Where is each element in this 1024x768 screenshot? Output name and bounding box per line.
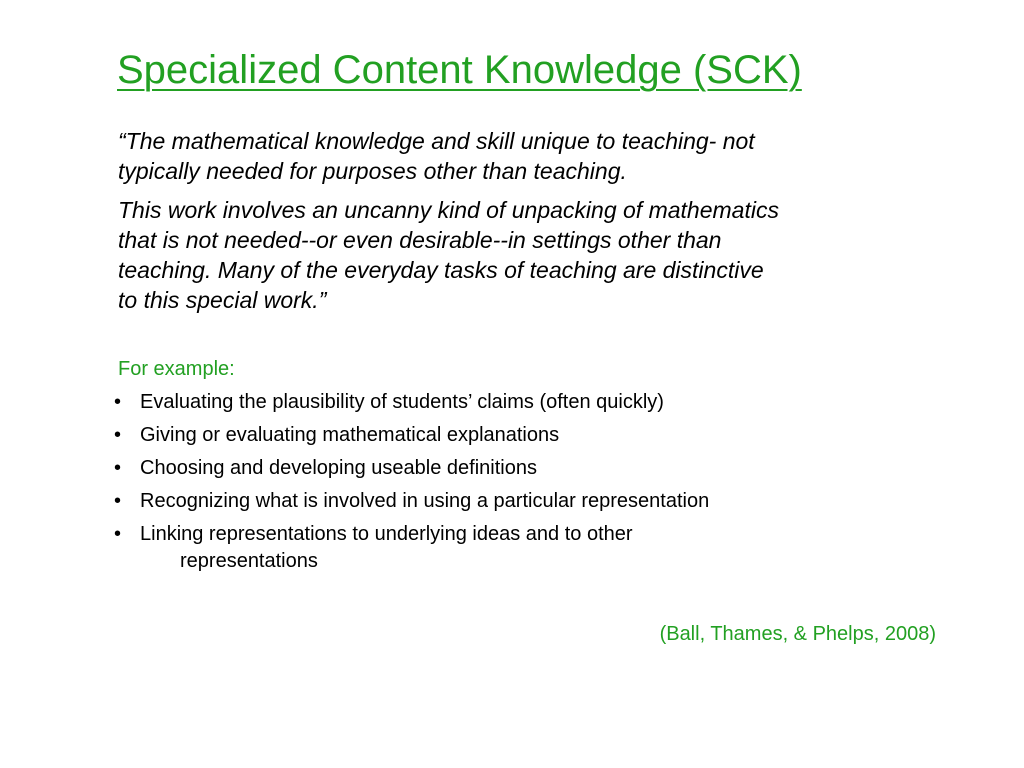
list-item-text: Giving or evaluating mathematical explanations (140, 424, 560, 446)
list-item (114, 488, 954, 515)
list-item-text: Choosing and developing useable definitions (140, 457, 537, 479)
example-list (114, 389, 954, 581)
list-item-text: Linking representations to underlying ideas and to other (140, 523, 633, 545)
quote-line: to this special work.” (118, 287, 327, 313)
list-item (114, 422, 954, 449)
bullet: • (114, 457, 122, 479)
list-item (114, 521, 954, 575)
bullet: • (114, 391, 122, 413)
bullet: • (114, 490, 122, 512)
list-item (114, 455, 954, 482)
quote-line: This work involves an uncanny kind of unpacking of mathematics (118, 197, 779, 223)
quote-line: typically needed for purposes other than teaching. (118, 158, 627, 184)
citation: (Ball, Thames, & Phelps, 2008) (659, 623, 936, 645)
slide-title: Specialized Content Knowledge (SCK) (117, 48, 802, 92)
list-item-text: Recognizing what is involved in using a particular representation (140, 490, 710, 512)
quote-paragraph-1 (118, 126, 948, 186)
quote-paragraph-2 (118, 195, 948, 315)
quote-line: teaching. Many of the everyday tasks of teaching are distinctive (118, 257, 764, 283)
list-item (114, 389, 954, 416)
quote-line: “The mathematical knowledge and skill unique to teaching- not (118, 128, 755, 154)
list-item-text-continuation: representations (180, 550, 318, 572)
bullet: • (114, 523, 122, 545)
example-label: For example: (118, 358, 235, 380)
bullet: • (114, 424, 122, 446)
list-item-text: Evaluating the plausibility of students’ claims (often quickly) (140, 391, 664, 413)
quote-line: that is not needed--or even desirable--in settings other than (118, 227, 722, 253)
